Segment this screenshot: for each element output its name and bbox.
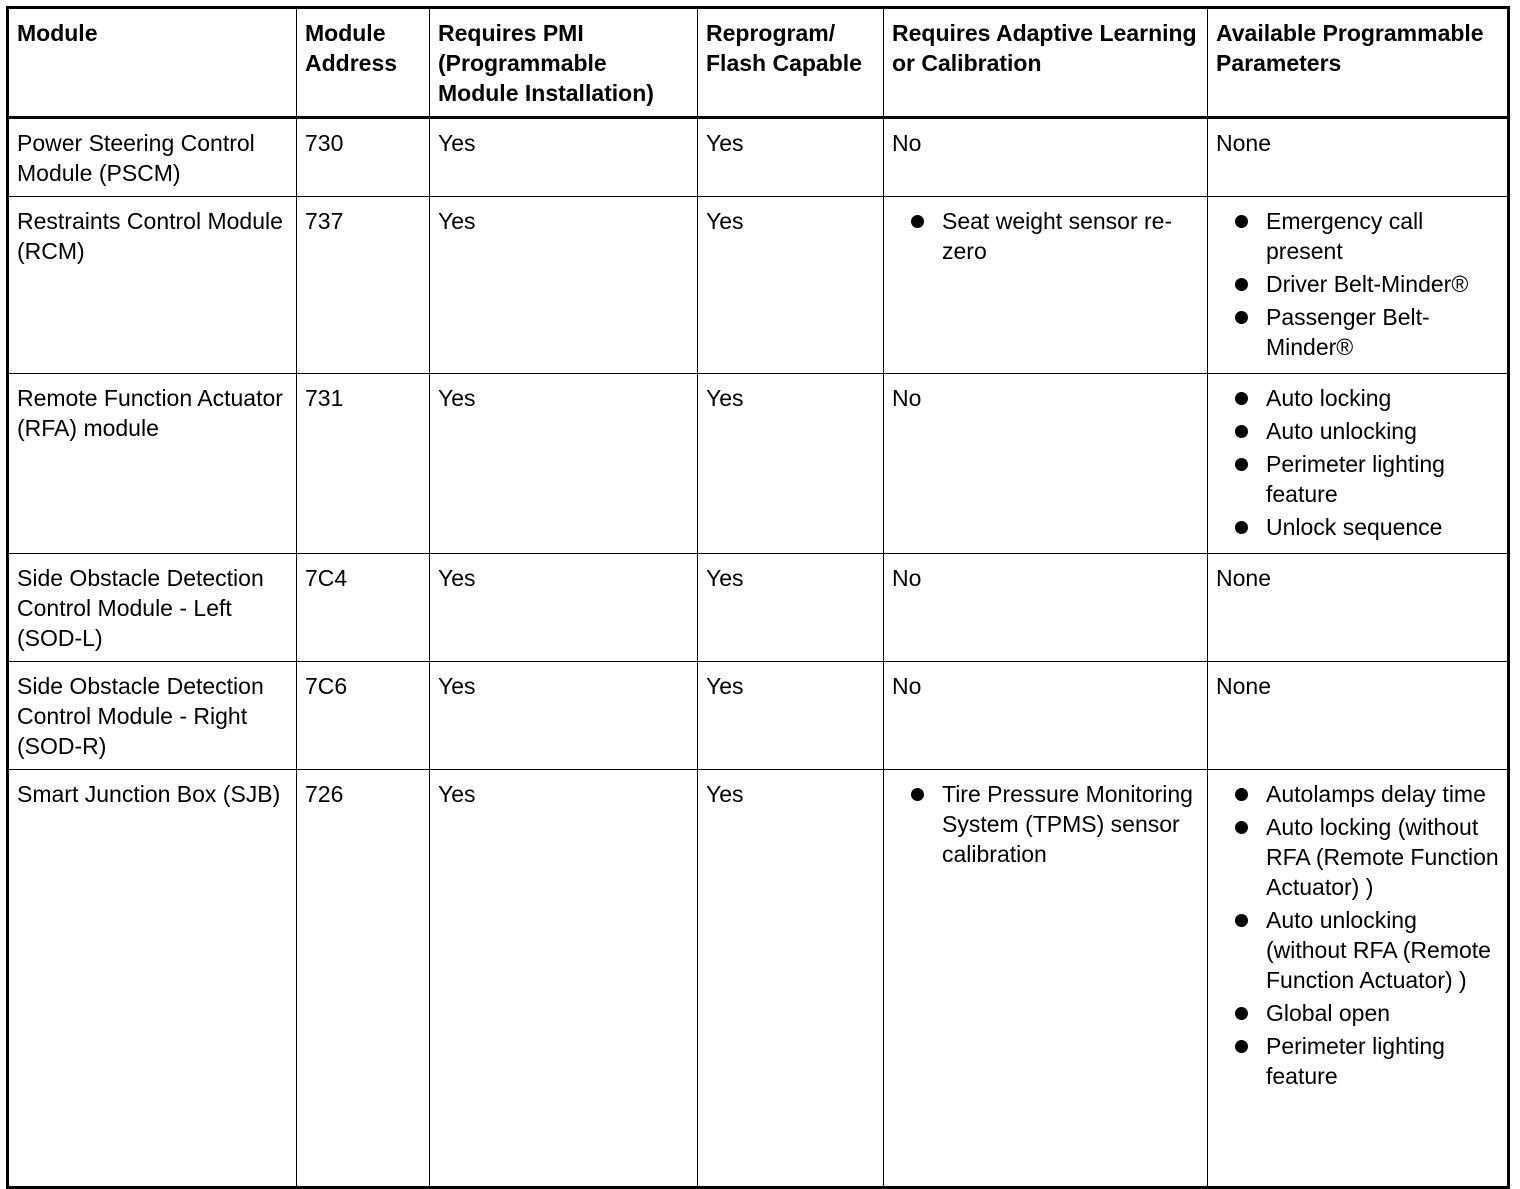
module-address: 726 (297, 770, 430, 1188)
programmable-parameters: None (1208, 554, 1509, 662)
table-row (8, 770, 1509, 1188)
module-name: Side Obstacle Detection Control Module - Right (SOD-R) (8, 662, 297, 770)
requires-pmi: Yes (430, 197, 698, 374)
adaptive-learning: No (884, 662, 1208, 770)
table-row (8, 374, 1509, 554)
module-address: 737 (297, 197, 430, 374)
adaptive-learning (884, 197, 1208, 374)
header-module: Module (8, 8, 297, 118)
adaptive-list (892, 206, 1199, 266)
parameters-list (1216, 779, 1499, 1091)
list-item: Tire Pressure Monitoring System (TPMS) sensor calibration (892, 779, 1199, 869)
parameters-list (1216, 383, 1499, 542)
table-row (8, 662, 1509, 770)
list-item: Unlock sequence (1216, 512, 1499, 542)
module-name: Smart Junction Box (SJB) (8, 770, 297, 1188)
table-row (8, 118, 1509, 197)
flash-capable: Yes (698, 662, 884, 770)
list-item: Perimeter lighting feature (1216, 449, 1499, 509)
list-item: Auto locking (1216, 383, 1499, 413)
header-reprogram-flash: Reprogram/ Flash Capable (698, 8, 884, 118)
list-item: Global open (1216, 998, 1499, 1028)
parameters-list (1216, 206, 1499, 362)
module-programming-table (6, 6, 1510, 1189)
adaptive-learning: No (884, 554, 1208, 662)
list-item: Auto unlocking (1216, 416, 1499, 446)
programmable-parameters (1208, 197, 1509, 374)
header-adaptive-learning: Requires Adaptive Learning or Calibration (884, 8, 1208, 118)
module-address: 730 (297, 118, 430, 197)
flash-capable: Yes (698, 554, 884, 662)
header-requires-pmi: Requires PMI (Programmable Module Installation) (430, 8, 698, 118)
flash-capable: Yes (698, 374, 884, 554)
programmable-parameters: None (1208, 662, 1509, 770)
module-address: 731 (297, 374, 430, 554)
flash-capable: Yes (698, 197, 884, 374)
requires-pmi: Yes (430, 770, 698, 1188)
requires-pmi: Yes (430, 554, 698, 662)
module-name: Power Steering Control Module (PSCM) (8, 118, 297, 197)
list-item: Perimeter lighting feature (1216, 1031, 1499, 1091)
list-item: Auto locking (without RFA (Remote Function Actuator) ) (1216, 812, 1499, 902)
adaptive-learning (884, 770, 1208, 1188)
adaptive-learning: No (884, 374, 1208, 554)
programmable-parameters (1208, 770, 1509, 1188)
programmable-parameters: None (1208, 118, 1509, 197)
table-row (8, 554, 1509, 662)
requires-pmi: Yes (430, 374, 698, 554)
list-item: Auto unlocking (without RFA (Remote Function Actuator) ) (1216, 905, 1499, 995)
module-name: Remote Function Actuator (RFA) module (8, 374, 297, 554)
table-row (8, 197, 1509, 374)
list-item: Passenger Belt-Minder® (1216, 302, 1499, 362)
module-address: 7C6 (297, 662, 430, 770)
list-item: Emergency call present (1216, 206, 1499, 266)
adaptive-list (892, 779, 1199, 869)
programmable-parameters (1208, 374, 1509, 554)
header-programmable-parameters: Available Programmable Parameters (1208, 8, 1509, 118)
header-row (8, 8, 1509, 118)
module-name: Side Obstacle Detection Control Module - Left (SOD-L) (8, 554, 297, 662)
list-item: Autolamps delay time (1216, 779, 1499, 809)
requires-pmi: Yes (430, 662, 698, 770)
flash-capable: Yes (698, 770, 884, 1188)
list-item: Driver Belt-Minder® (1216, 269, 1499, 299)
list-item: Seat weight sensor re-zero (892, 206, 1199, 266)
module-address: 7C4 (297, 554, 430, 662)
flash-capable: Yes (698, 118, 884, 197)
adaptive-learning: No (884, 118, 1208, 197)
module-name: Restraints Control Module (RCM) (8, 197, 297, 374)
header-module-address: Module Address (297, 8, 430, 118)
requires-pmi: Yes (430, 118, 698, 197)
